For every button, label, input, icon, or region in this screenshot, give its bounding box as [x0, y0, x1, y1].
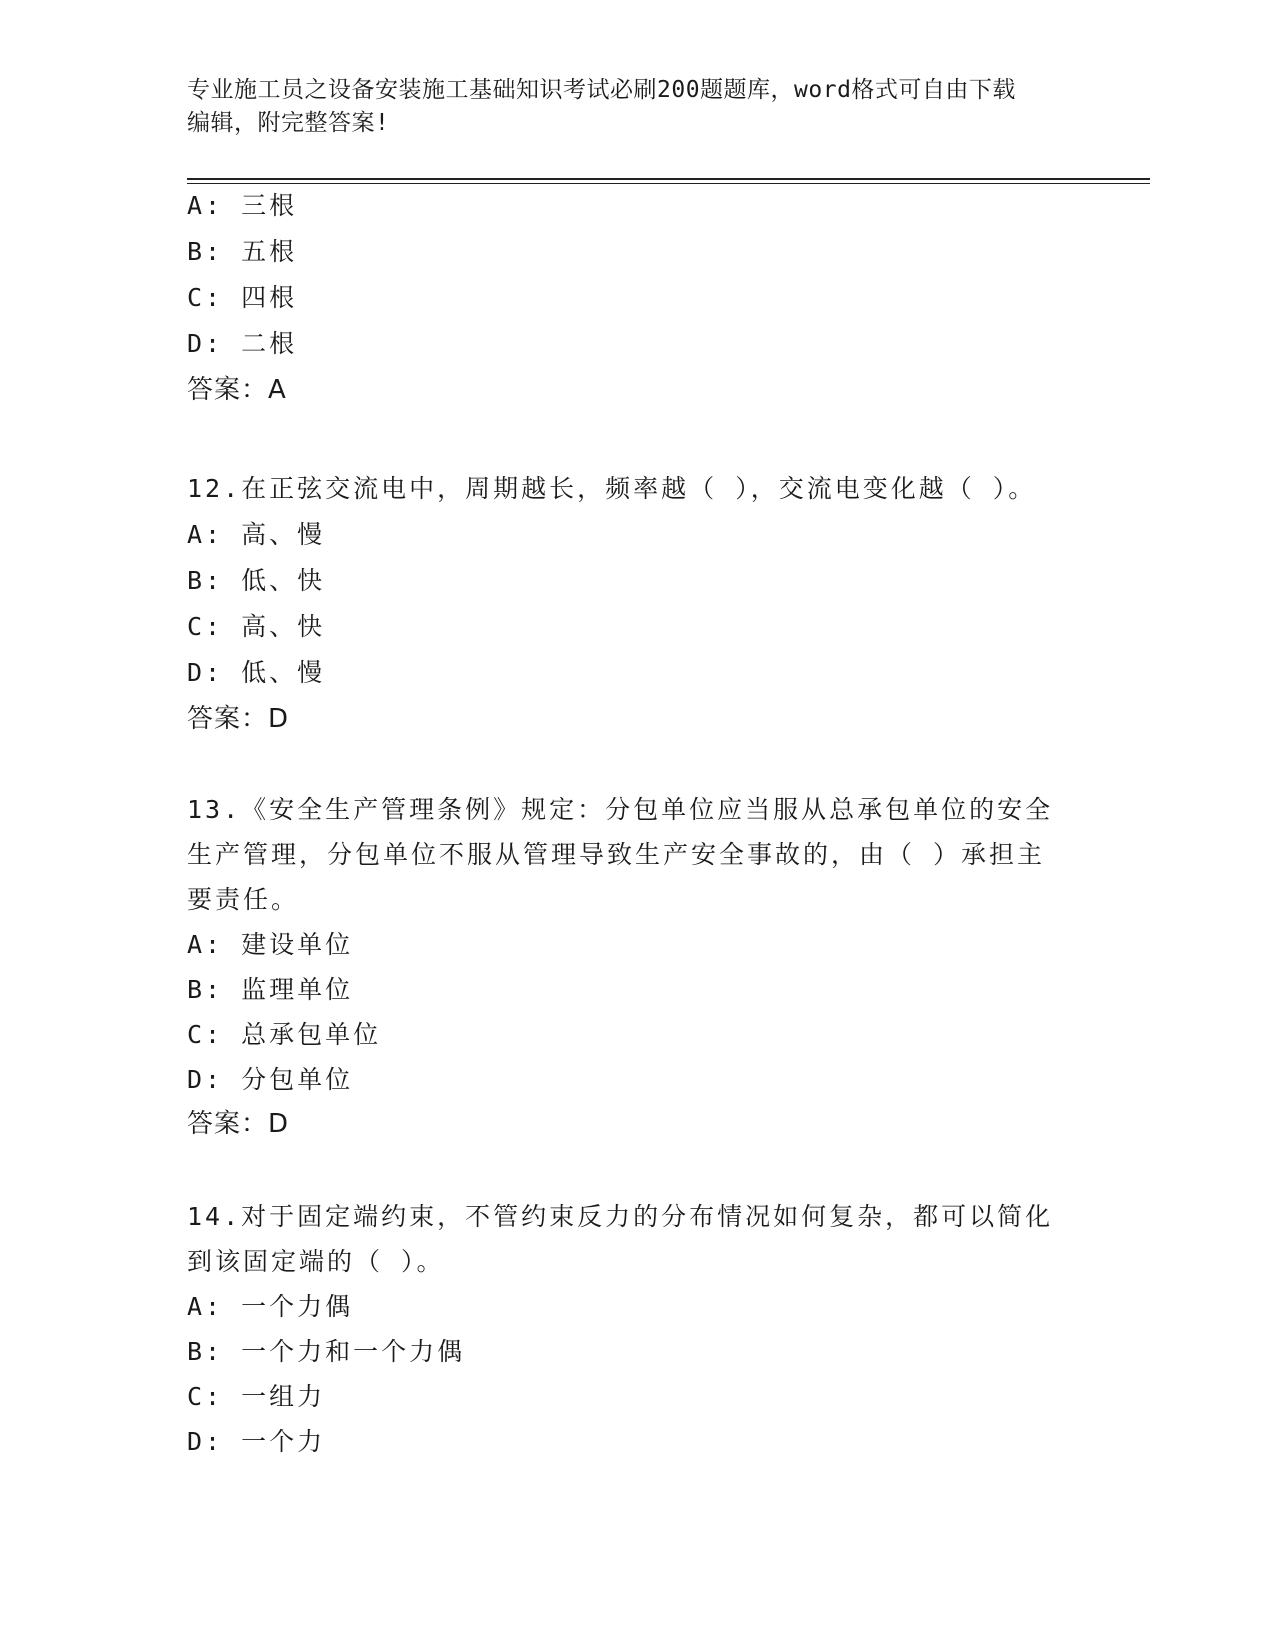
option-d: D: 一个力	[187, 1427, 326, 1456]
option-b: B: 监理单位	[187, 975, 354, 1004]
option-c: C: 一组力	[187, 1382, 326, 1411]
question-text-line: 12.在正弦交流电中，周期越长，频率越（ ），交流电变化越（ ）。	[187, 474, 1037, 503]
option-d: D: 二根	[187, 329, 298, 358]
question-text-line: 生产管理，分包单位不服从管理导致生产安全事故的，由（ ）承担主	[187, 840, 1046, 869]
option-b: B: 低、快	[187, 566, 326, 595]
question-12	[187, 466, 1067, 742]
option-d: D: 分包单位	[187, 1065, 354, 1094]
option-c: C: 四根	[187, 283, 298, 312]
option-d: D: 低、慢	[187, 658, 326, 687]
question-text-line: 到该固定端的（ ）。	[187, 1247, 445, 1276]
question-13	[187, 787, 1067, 1147]
question-text-line: 13.《安全生产管理条例》规定：分包单位应当服从总承包单位的安全	[187, 795, 1054, 824]
option-a: A: 建设单位	[187, 930, 354, 959]
answer: 答案：A	[187, 375, 287, 405]
document-page	[187, 0, 1150, 1650]
answer: 答案：D	[187, 704, 290, 734]
question-11	[187, 183, 1067, 413]
answer: 答案：D	[187, 1109, 290, 1139]
option-c: C: 高、快	[187, 612, 326, 641]
question-text-line: 14.对于固定端约束，不管约束反力的分布情况如何复杂，都可以简化	[187, 1202, 1054, 1231]
option-a: A: 三根	[187, 191, 298, 220]
header-line-1: 专业施工员之设备安装施工基础知识考试必刷200题题库，word格式可自由下载	[187, 77, 1016, 103]
question-text-line: 要责任。	[187, 885, 300, 914]
option-b: B: 五根	[187, 237, 298, 266]
option-a: A: 一个力偶	[187, 1292, 354, 1321]
option-c: C: 总承包单位	[187, 1020, 382, 1049]
question-14	[187, 1194, 1067, 1464]
header-line-2: 编辑，附完整答案!	[187, 110, 390, 136]
option-b: B: 一个力和一个力偶	[187, 1337, 466, 1366]
option-a: A: 高、慢	[187, 520, 326, 549]
document-header	[187, 74, 1077, 140]
